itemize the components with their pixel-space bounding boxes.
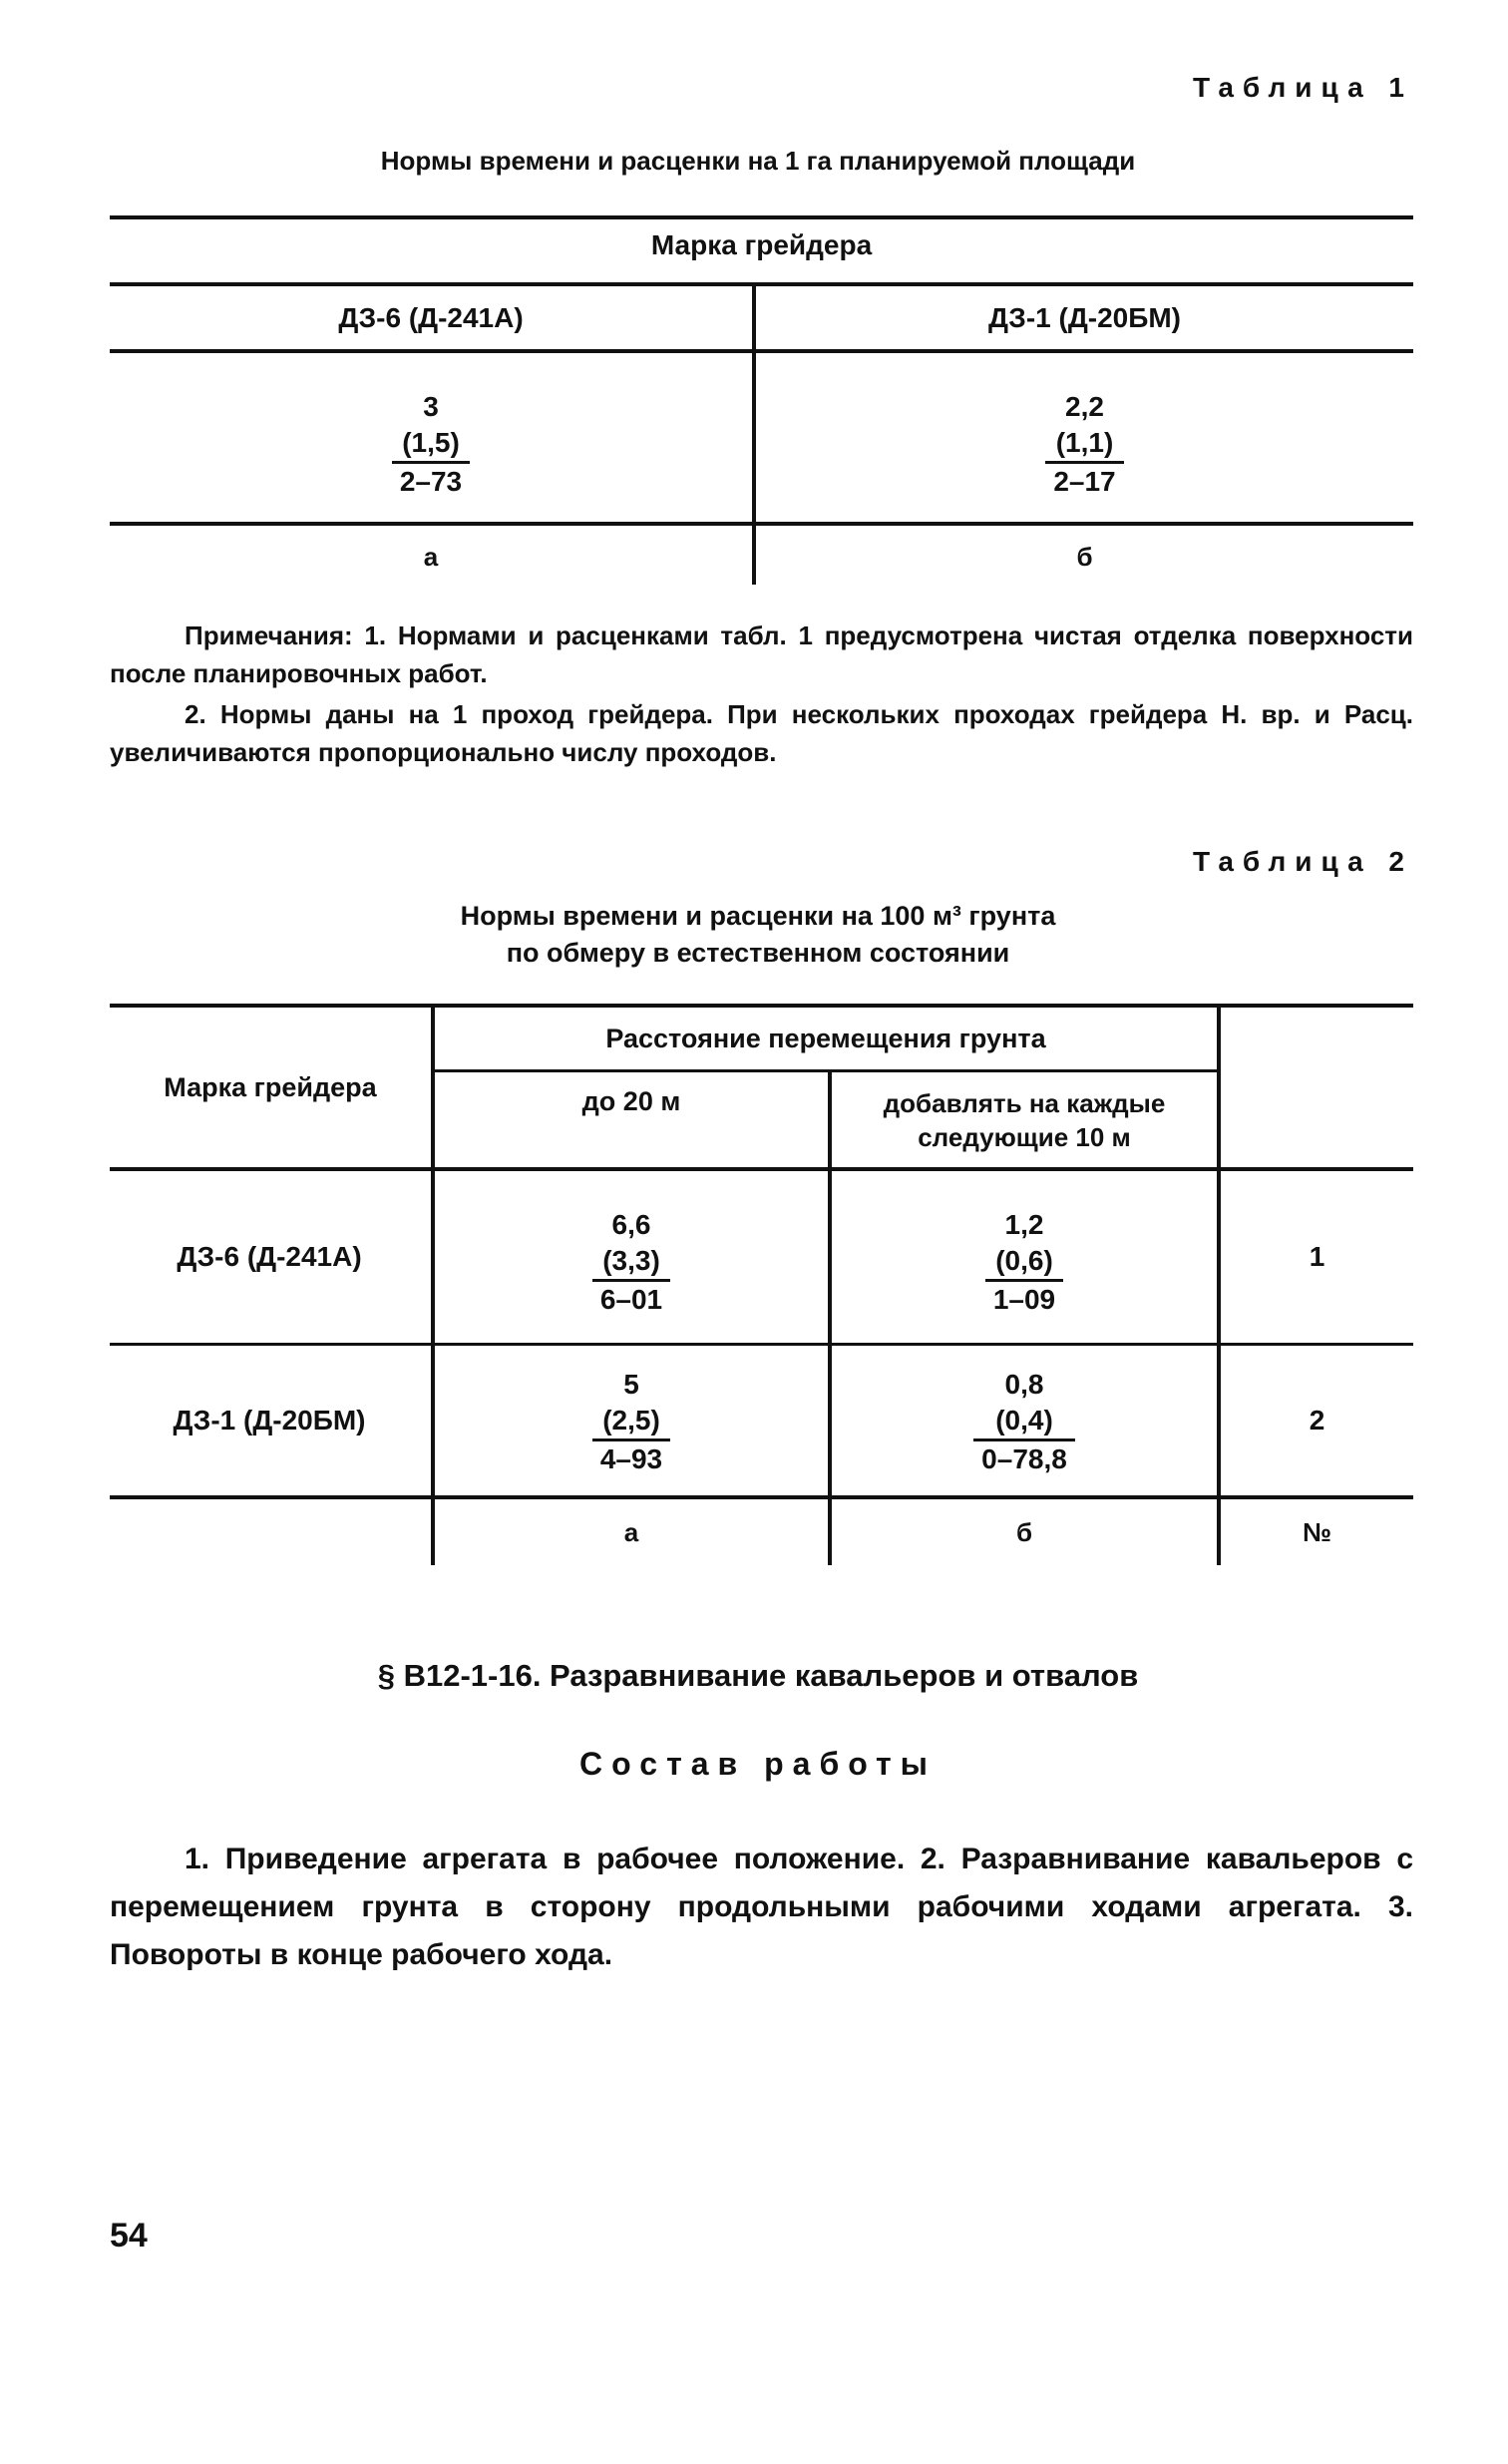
section-subtitle: Состав работы	[579, 1746, 937, 1782]
table2-index-a: а	[623, 1516, 639, 1547]
table1-header: Марка грейдера	[650, 229, 873, 260]
table2-label: Таблица 2	[1192, 846, 1413, 877]
crew-value: (1,1)	[1055, 426, 1114, 458]
table2-row2-grader: ДЗ-1 (Д-20БМ)	[173, 1405, 366, 1436]
crew-value: (0,4)	[995, 1404, 1053, 1436]
note-1: Примечания: 1. Нормами и расценками табл. 1 предусмотрена чистая отделка поверхности после планировочных работ.	[110, 620, 1413, 688]
norm-value: 0,8	[1004, 1368, 1044, 1400]
price-value: 4–93	[592, 1438, 670, 1477]
table1-col-dz1: ДЗ-1 (Д-20БМ)	[987, 302, 1182, 333]
norm-value: 5	[623, 1368, 639, 1400]
note-2: 2. Нормы даны на 1 проход грейдера. При нескольких проходах грейдера Н. вр. и Расц. увеличиваются пропорционально числу проходов.	[110, 699, 1413, 767]
table2-row2-add	[832, 1357, 1217, 1486]
table2-col-upto: до 20 м	[581, 1086, 681, 1116]
norm-value: 6,6	[611, 1208, 651, 1240]
norm-value: 2,2	[1065, 390, 1104, 422]
table1-label: Таблица 1	[1192, 72, 1413, 103]
table1-header-rule	[110, 282, 1413, 286]
table2-col-add: добавлять на каждые следующие 10 м	[883, 1087, 1166, 1152]
norm-value: 3	[423, 390, 439, 422]
table1-title: Нормы времени и расценки на 1 га планируемой площади	[380, 146, 1136, 176]
table2-title-line1: Нормы времени и расценки на 100 м³ грунта	[460, 901, 1056, 931]
table2-row2-upto	[435, 1357, 828, 1486]
price-value: 6–01	[592, 1279, 670, 1318]
crew-value: (1,5)	[402, 426, 460, 458]
table2-divider-2	[828, 1072, 832, 1565]
section-title: § В12-1-16. Разравнивание кавальеров и отвалов	[377, 1658, 1139, 1693]
crew-value: (0,6)	[995, 1244, 1053, 1276]
table1-index-b: б	[1076, 541, 1093, 572]
section-text: 1. Приведение агрегата в рабочее положение. 2. Разравнивание кавальеров с перемещением грунта в сторону продольными рабочими ходами агрегата. 3. Повороты в конце рабочего хода.	[110, 1843, 1413, 1971]
table2-row1-upto	[435, 1197, 828, 1327]
table2-row1-grader: ДЗ-6 (Д-241А)	[177, 1241, 362, 1272]
price-value: 1–09	[985, 1279, 1063, 1318]
table1-divider	[752, 286, 756, 585]
price-value: 0–78,8	[973, 1438, 1075, 1477]
price-value: 2–17	[1045, 461, 1123, 500]
table2-divider-3	[1217, 1008, 1221, 1565]
table2-index-num: №	[1303, 1516, 1331, 1547]
table2-row1-num: 1	[1309, 1241, 1325, 1272]
table2-row1-add	[832, 1197, 1217, 1327]
norm-value: 1,2	[1004, 1208, 1044, 1240]
table1-value-a	[110, 384, 752, 504]
table1-index-a: а	[423, 541, 439, 572]
crew-value: (3,3)	[602, 1244, 660, 1276]
table1-cols-rule	[110, 349, 1413, 353]
table1-col-dz6: ДЗ-6 (Д-241А)	[338, 302, 524, 333]
page-number: 54	[110, 2217, 148, 2255]
table2-col-distance: Расстояние перемещения грунта	[605, 1023, 1046, 1053]
table1-top-rule	[110, 215, 1413, 219]
table2-row2-num: 2	[1309, 1405, 1325, 1436]
table2-col-grader: Марка грейдера	[164, 1071, 377, 1102]
table2-divider-1	[431, 1008, 435, 1565]
table1-body-rule	[110, 522, 1413, 526]
table2-title-line2: по обмеру в естественном состоянии	[506, 938, 1010, 968]
crew-value: (2,5)	[602, 1404, 660, 1436]
table2-index-b: б	[1015, 1516, 1033, 1547]
table1-value-b	[756, 384, 1413, 504]
price-value: 2–73	[392, 461, 470, 500]
